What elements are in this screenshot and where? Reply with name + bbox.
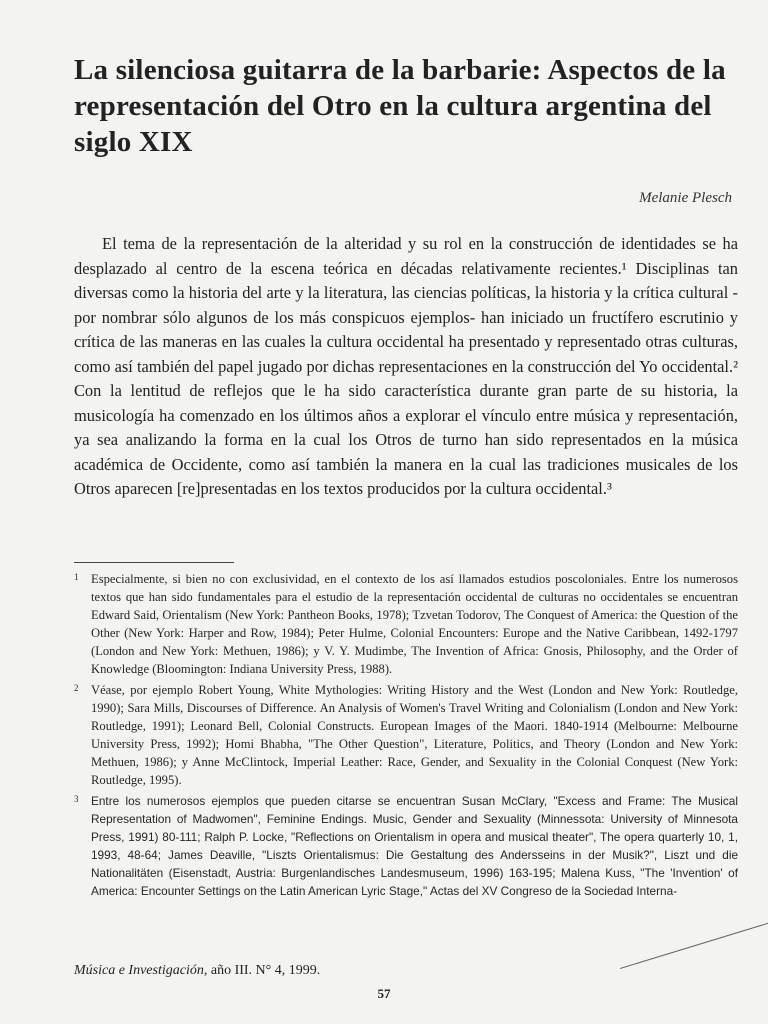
footnote-text: Especialmente, si bien no con exclusividad, en el contexto de los así llamados estudios poscoloniales. Entre los numerosos textos que han sido fundamentales para el estudio de la representación occidental de culturas no occidentales se encuentran Edward Said, Orientalism (New York: Pantheon Books, 1978); Tzvetan Todorov, The Conquest of America: the Question of the Other (New York: Harper and Row, 1984); Peter Hulme, Colonial Encounters: Europe and the Native Caribbean, 1492-1797 (London and New York: Methuen, 1986); y V. Y. Mudimbe, The Invention of Africa: Gnosis, Philosophy, and the Order of Knowledge (Bloomington: Indiana University Press, 1988). [91, 572, 738, 676]
page-number: 57 [377, 986, 391, 1001]
author-name: Melanie Plesch [639, 190, 732, 206]
footnote-number: 2 [74, 683, 79, 693]
footnote-text: Entre los numerosos ejemplos que pueden citarse se encuentran Susan McClary, "Excess and Frame: The Musical Representation of Madwomen", Feminine Endings. Music, Gender and Sexuality (Minnessota: University of Minnesota Press, 1991) 80-111; Ralph P. Locke, "Reflections on Orientalism in opera and musical theater", The opera quarterly 10, 1, 1993, 48-64; James Deaville, "Liszts Orientalismus: Die Gestaltung des Andersseins in der Musik?", Liszt und die Nationalitäten (Eisenstadt, Austria: Burgenlandisches Landesmuseum, 1996) 163-195; Malena Kuss, "The 'Invention' of America: Encounter Settings on the Latin American Lyric Stage," Actas del XV Congreso de la Sociedad Interna- [91, 794, 738, 898]
footnote-1 [74, 570, 738, 678]
body-paragraph: El tema de la representación de la alteridad y su rol en la construcción de identidades se ha desplazado al centro de la escena teórica en décadas relativamente recientes.¹ Disciplinas tan diversas como la historia del arte y la literatura, las ciencias políticas, la historia y la crítica cultural -por nombrar sólo algunos de los más conspicuos ejemplos- han iniciado un fructífero escrutinio y crítica de las maneras en las cuales la cultura occidental ha presentado y representado otras culturas, como así también del papel jugado por dichas representaciones en la construcción del Yo occidental.² Con la lentitud de reflejos que le ha sido característica durante gran parte de su historia, la musicología ha comenzado en los últimos años a explorar el vínculo entre música y representación, ya sea analizando la forma en la cual los Otros de turno han sido representados en la música académica de Occidente, como así también la manera en la cual las tradiciones musicales de los Otros aparecen [re]presentadas en los textos producidos por la cultura occidental.³ [74, 234, 738, 498]
journal-issue: , año III. N° 4, 1999. [203, 963, 321, 978]
footnote-text: Véase, por ejemplo Robert Young, White Mythologies: Writing History and the West (London and New York: Routledge, 1990); Sara Mills, Discourses of Difference. An Analysis of Women's Travel Writing and Colonialism (London and New York: Routledge, 1991); Leonard Bell, Colonial Constructs. European Images of the Maori. 1840-1914 (Melbourne: Melbourne University Press, 1992); Homi Bhabha, "The Other Question", Literature, Politics, and Theory (London and New York: Methuen, 1986); y Anne McClintock, Imperial Leather: Race, Gender, and Sexuality in the Colonial Conquest (New York: Routledge, 1995). [91, 683, 738, 787]
footnote-separator [74, 562, 234, 563]
footnote-3 [74, 792, 738, 900]
article-title: La silenciosa guitarra de la barbarie: Aspectos de la representación del Otro en la cultura argentina del siglo XIX [74, 54, 726, 158]
journal-citation [74, 963, 320, 979]
footnotes [74, 570, 738, 903]
footnote-2 [74, 681, 738, 789]
journal-name: Música e Investigación [74, 963, 204, 978]
footnote-number: 3 [74, 794, 79, 804]
scan-artifact-line [620, 918, 768, 969]
footnote-number: 1 [74, 572, 79, 582]
